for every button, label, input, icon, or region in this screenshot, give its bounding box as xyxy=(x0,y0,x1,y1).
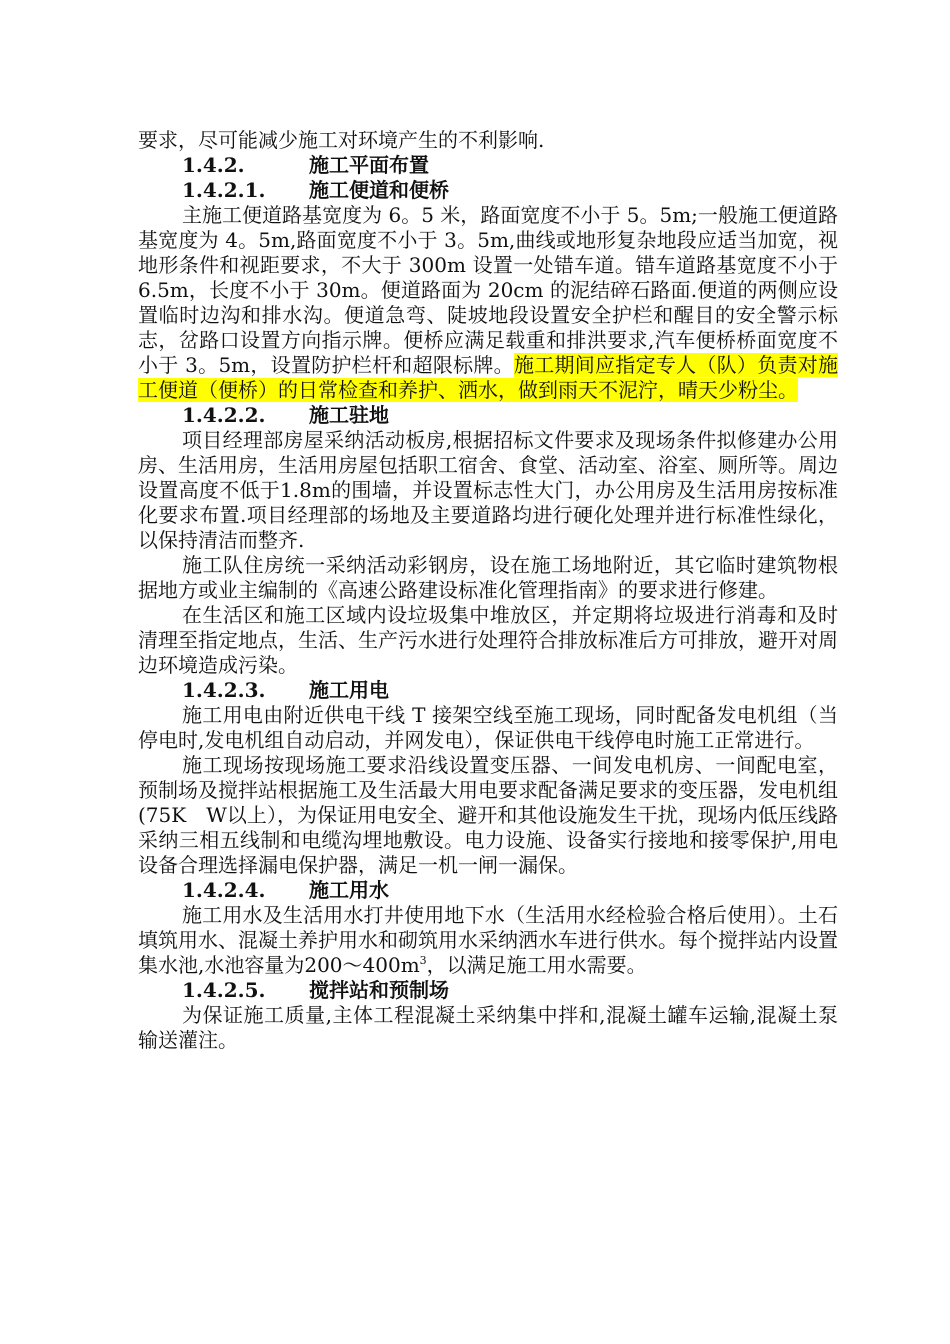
section-title: 施工驻地 xyxy=(309,403,389,427)
paragraph xyxy=(138,203,838,403)
paragraph-text: 主施工便道路基宽度为 6。5 米，路面宽度不小于 5。5m;一般施工便道路基宽度为 4。5m,路面宽度不小于 3。5m,曲线或地形复杂地段应适当加宽，视地形条件和视距要求，不大于 300m 设置一处错车道。错车道路基宽度不小于 6.5m，长度不小于 30m。便道路面为 20cm 的泥结碎石路面.便道的两侧应设置临时边沟和排水沟。便道急弯、陡坡地段设置安全护栏和醒目的安全警示标志，岔路口设置方向指示牌。便桥应满足载重和排洪要求,汽车便桥桥面宽度不小于 3。5m，设置防护栏杆和超限标牌。 xyxy=(138,203,838,377)
section-number: 1.4.2.4. xyxy=(182,878,266,902)
superscript: 3 xyxy=(419,954,427,967)
paragraph: 项目经理部房屋采纳活动板房,根据招标文件要求及现场条件拟修建办公用房、生活用房，生活用房屋包括职工宿舍、食堂、活动室、浴室、厕所等。周边设置高度不低于1.8m的围墙，并设置标志性大门，办公用房及生活用房按标准化要求布置.项目经理部的场地及主要道路均进行硬化处理并进行标准性绿化，以保持清洁而整齐. xyxy=(138,428,838,552)
section-number: 1.4.2.3. xyxy=(182,678,266,702)
section-number: 1.4.2. xyxy=(182,153,245,177)
section-number: 1.4.2.5. xyxy=(182,978,266,1002)
paragraph: 施工现场按现场施工要求沿线设置变压器、一间发电机房、一间配电室，预制场及搅拌站根据施工及生活最大用电要求配备满足要求的变压器，发电机组(75K W以上），为保证用电安全、避开和其他设施发生干扰，现场内低压线路采纳三相五线制和电缆沟埋地敷设。电力设施、设备实行接地和接零保护,用电设备合理选择漏电保护器，满足一机一闸一漏保。 xyxy=(138,753,838,877)
paragraph-text: 施工用水及生活用水打井使用地下水（生活用水经检验合格后使用）。土石填筑用水、混凝土养护用水和砌筑用水采纳洒水车进行供水。每个搅拌站内设置集水池,水池容量为200～400m xyxy=(138,903,838,977)
paragraph: 为保证施工质量,主体工程混凝土采纳集中拌和,混凝土罐车运输,混凝土泵输送灌注。 xyxy=(138,1003,838,1052)
section-heading-1-4-2-1 xyxy=(138,178,838,203)
section-title: 施工用电 xyxy=(309,678,389,702)
paragraph-text: ，以满足施工用水需要。 xyxy=(426,953,647,977)
section-number: 1.4.2.1. xyxy=(182,178,266,202)
paragraph xyxy=(138,903,838,978)
section-title: 搅拌站和预制场 xyxy=(309,978,449,1002)
highlighted-text: 施工期间应指定专人（队）负责对施工便道（便桥）的日常检查和养护、洒水，做到雨天不泥泞，晴天少粉尘。 xyxy=(138,353,839,402)
section-heading-1-4-2-5 xyxy=(138,978,838,1003)
intro-paragraph-tail: 要求，尽可能减少施工对环境产生的不利影响. xyxy=(138,128,545,152)
paragraph: 在生活区和施工区域内设垃圾集中堆放区，并定期将垃圾进行消毒和及时清理至指定地点，生活、生产污水进行处理符合排放标准后方可排放，避开对周边环境造成污染。 xyxy=(138,603,838,677)
section-heading-1-4-2-2 xyxy=(138,403,838,428)
section-heading-1-4-2-4 xyxy=(138,878,838,903)
section-title: 施工用水 xyxy=(309,878,389,902)
section-title: 施工便道和便桥 xyxy=(309,178,449,202)
paragraph: 施工用电由附近供电干线 T 接架空线至施工现场，同时配备发电机组（当停电时,发电机组自动启动，并网发电），保证供电干线停电时施工正常进行。 xyxy=(138,703,838,752)
document-page xyxy=(138,128,838,1053)
section-number: 1.4.2.2. xyxy=(182,403,266,427)
section-heading-1-4-2-3 xyxy=(138,678,838,703)
paragraph: 施工队住房统一采纳活动彩钢房，设在施工场地附近，其它临时建筑物根据地方或业主编制的《高速公路建设标准化管理指南》的要求进行修建。 xyxy=(138,553,838,602)
section-heading-1-4-2 xyxy=(138,153,838,178)
section-title: 施工平面布置 xyxy=(309,153,429,177)
